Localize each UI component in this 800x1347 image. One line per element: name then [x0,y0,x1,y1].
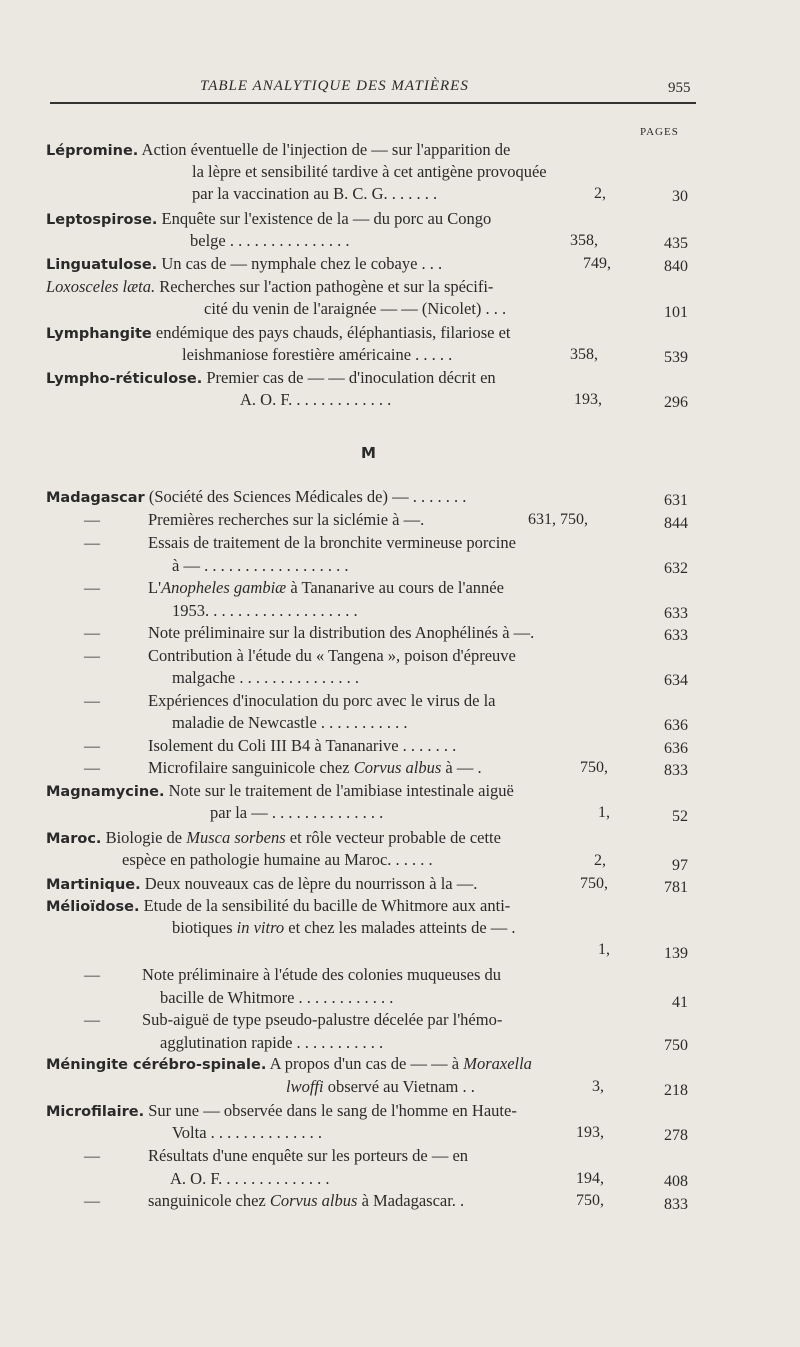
section-letter: M [361,444,376,462]
subentry-line2: A. O. F. . . . . . . . . . . . . . [170,1169,330,1188]
entry-page-number: 833 [664,762,688,779]
repeat-dash: — [84,967,100,984]
entry-page-number: 781 [664,879,688,896]
subentry-line1: Contribution à l'étude du « Tangena », poison d'épreuve [148,646,516,665]
entry-page-number: 97 [672,857,688,874]
entry-ref: 358, [570,232,598,249]
subentry-line1: Résultats d'une enquête sur les porteurs de — en [148,1146,469,1165]
repeat-dash: — [84,512,100,529]
repeat-dash: — [84,580,100,597]
entry-martinique-line1: Martinique. Deux nouveaux cas de lèpre du nourrisson à la —. [46,874,478,893]
running-title: TABLE ANALYTIQUE DES MATIÈRES [200,78,469,94]
subentry-line2: malgache . . . . . . . . . . . . . . . [172,668,359,687]
repeat-dash: — [84,693,100,710]
entry-page-number: 636 [664,740,688,757]
page-number: 955 [668,80,691,96]
entry-maroc-line1: Maroc. Biologie de Musca sorbens et rôle vecteur probable de cette [46,828,501,847]
entry-page-number: 30 [672,188,688,205]
subentry-line2: agglutination rapide . . . . . . . . . . . [160,1033,384,1052]
subentry-line1: sanguinicole chez Corvus albus à Madagascar. . [148,1191,465,1210]
repeat-dash: — [84,760,100,777]
subentry-line1: Isolement du Coli III B4 à Tananarive . . . . . . . [148,736,457,755]
entry-magnamycine-line1: Magnamycine. Note sur le traitement de l'amibiase intestinale aiguë [46,781,514,800]
entry-ref: 749, [583,255,611,272]
entry-lepromine-line1: Lépromine. Action éventuelle de l'injection de — sur l'apparition de [46,140,511,159]
entry-ref: 358, [570,346,598,363]
entry-ref: 193, [576,1124,604,1141]
entry-page-number: 539 [664,349,688,366]
entry-lympho-reticulose-line2: A. O. F. . . . . . . . . . . . . [240,390,392,409]
entry-loxosceles-line1: Loxosceles læta. Recherches sur l'action pathogène et sur la spécifi- [46,277,494,296]
repeat-dash: — [84,738,100,755]
entry-meningite-line1: Méningite cérébro-spinale. A propos d'un cas de — — à Moraxella [46,1054,532,1073]
repeat-dash: — [84,1193,100,1210]
repeat-dash: — [84,625,100,642]
entry-page-number: 833 [664,1196,688,1213]
entry-ref: 1, [598,804,610,821]
entry-ref: 631, 750, [528,511,588,528]
repeat-dash: — [84,648,100,665]
entry-page-number: 278 [664,1127,688,1144]
entry-lymphangite-line1: Lymphangite endémique des pays chauds, éléphantiasis, filariose et [46,323,511,342]
entry-ref: 2, [594,185,606,202]
subentry-line1: Essais de traitement de la bronchite vermineuse porcine [148,533,516,552]
entry-page-number: 844 [664,515,688,532]
entry-maroc-line2: espèce en pathologie humaine au Maroc. . . . . . [122,850,433,869]
repeat-dash: — [84,1012,100,1029]
subentry-line1: Microfilaire sanguinicole chez Corvus albus à — . [148,758,482,777]
entry-ref: 2, [594,852,606,869]
subentry-line1: Expériences d'inoculation du porc avec le virus de la [148,691,496,710]
entry-ref: 750, [580,875,608,892]
header-rule [50,102,696,104]
entry-ref: 193, [574,391,602,408]
entry-ref: 3, [592,1078,604,1095]
entry-page-number: 840 [664,258,688,275]
repeat-dash: — [84,535,100,552]
entry-loxosceles-line2: cité du venin de l'araignée — — (Nicolet) . . . [204,299,507,318]
entry-lymphangite-line2: leishmaniose forestière américaine . . . . . [182,345,453,364]
entry-page-number: 634 [664,672,688,689]
subentry-line2: maladie de Newcastle . . . . . . . . . . . [172,713,408,732]
entry-madagascar-line1: Madagascar (Société des Sciences Médicales de) — . . . . . . . [46,487,467,506]
entry-page-number: 750 [664,1037,688,1054]
entry-page-number: 633 [664,627,688,644]
entry-page-number: 632 [664,560,688,577]
entry-melioidose-line1: Mélioïdose. Etude de la sensibilité du bacille de Whitmore aux anti- [46,896,511,915]
entry-page-number: 41 [672,994,688,1011]
entry-page-number: 435 [664,235,688,252]
entry-leptospirose-line2: belge . . . . . . . . . . . . . . . [190,231,350,250]
entry-page-number: 218 [664,1082,688,1099]
entry-page-number: 139 [664,945,688,962]
subentry-line2: bacille de Whitmore . . . . . . . . . . . . [160,988,394,1007]
repeat-dash: — [84,1148,100,1165]
entry-page-number: 408 [664,1173,688,1190]
entry-ref: 750, [576,1192,604,1209]
entry-leptospirose-line1: Leptospirose. Enquête sur l'existence de la — du porc au Congo [46,209,492,228]
subentry-line1: Sub-aiguë de type pseudo-palustre décelée par l'hémo- [142,1010,503,1029]
entry-page-number: 633 [664,605,688,622]
entry-microfilaire-line2: Volta . . . . . . . . . . . . . . [172,1123,323,1142]
entry-page-number: 296 [664,394,688,411]
entry-lepromine-line2: la lèpre et sensibilité tardive à cet antigène provoquée [192,162,547,181]
subentry-line2: à — . . . . . . . . . . . . . . . . . . [172,556,349,575]
entry-page-number: 101 [664,304,688,321]
entry-lepromine-line3: par la vaccination au B. C. G. . . . . . . [192,184,438,203]
entry-linguatulose-line1: Linguatulose. Un cas de — nymphale chez le cobaye . . . [46,254,443,273]
pages-column-label: PAGES [640,126,679,138]
entry-magnamycine-line2: par la — . . . . . . . . . . . . . . [210,803,384,822]
entry-melioidose-line2: biotiques in vitro et chez les malades atteints de — . [172,918,516,937]
entry-meningite-line2: lwoffi observé au Vietnam . . [286,1077,475,1096]
entry-ref: 194, [576,1170,604,1187]
subentry-line2: 1953. . . . . . . . . . . . . . . . . . . [172,601,358,620]
subentry-line1: L'Anopheles gambiæ à Tananarive au cours de l'année [148,578,504,597]
entry-ref: 750, [580,759,608,776]
entry-keyword: Lépromine. [46,143,139,159]
entry-page-number: 636 [664,717,688,734]
subentry-line1: Note préliminaire à l'étude des colonies muqueuses du [142,965,501,984]
entry-ref: 1, [598,941,610,958]
entry-lympho-reticulose-line1: Lympho-réticulose. Premier cas de — — d'inoculation décrit en [46,368,496,387]
entry-page-number: 52 [672,808,688,825]
subentry-line1: Premières recherches sur la siclémie à —. [148,510,425,529]
entry-microfilaire-line1: Microfilaire. Sur une — observée dans le sang de l'homme en Haute- [46,1101,517,1120]
subentry-line1: Note préliminaire sur la distribution des Anophélinés à —. [148,623,535,642]
entry-page-number: 631 [664,492,688,509]
